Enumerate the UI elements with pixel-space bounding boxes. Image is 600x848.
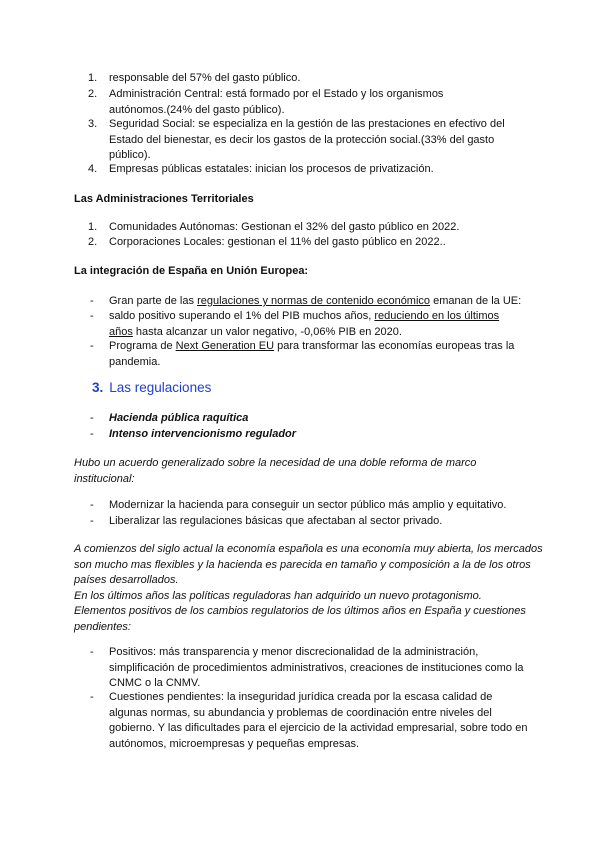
- section-heading: Las Administraciones Territoriales: [74, 193, 254, 205]
- list-item: saldo positivo superando el 1% del PIB muchos años, reduciendo en los últimos años hasta alcanzar un valor negativo, -0,06% PIB en 2020.: [109, 310, 500, 338]
- section-title: 3. Las regulaciones: [92, 380, 212, 395]
- underlined-link[interactable]: Next Generation EU: [175, 340, 275, 352]
- list-number: 2.: [88, 88, 98, 100]
- list-item: Cuestiones pendientes: la inseguridad jurídica creada por la escasa calidad de algunas normas, su abundancia y problemas de coordinación entre niveles del gobierno. Y las dificultades para el ejercicio de la actividad empresarial, sobre todo en autónomos, microempresas y pequeñas empresas.: [109, 691, 528, 750]
- list-item: Administración Central: está formado por el Estado y los organismos autónomos.(24% del gasto público).: [109, 88, 444, 116]
- list-item: Hacienda pública raquítica: [109, 412, 249, 424]
- paragraph: A comienzos del siglo actual la economía española es una economía muy abierta, los mercados son mucho mas flexibles y la hacienda es parecida en tamaño y composición a la de los otros países desarrollados. En los últimos años las políticas reguladoras han adquirido un nuevo protagonismo. Elementos positivos de los cambios regulatorios de los últimos años en España y cuestiones pendientes:: [74, 543, 543, 633]
- bullet-dash: -: [90, 691, 94, 703]
- list-item: Empresas públicas estatales: inician los procesos de privatización.: [109, 163, 434, 175]
- paragraph: Hubo un acuerdo generalizado sobre la necesidad de una doble reforma de marco institucional:: [74, 457, 477, 485]
- list-item: Comunidades Autónomas: Gestionan el 32% del gasto público en 2022.: [109, 221, 460, 233]
- bullet-dash: -: [90, 412, 94, 424]
- list-item: Corporaciones Locales: gestionan el 11% del gasto público en 2022..: [109, 236, 446, 248]
- bullet-dash: -: [90, 310, 94, 322]
- list-item: Gran parte de las regulaciones y normas de contenido económico emanan de la UE:: [109, 295, 522, 307]
- underlined-link[interactable]: regulaciones y normas de contenido económico: [197, 295, 431, 307]
- list-item: Liberalizar las regulaciones básicas que afectaban al sector privado.: [109, 515, 443, 527]
- list-item: Seguridad Social: se especializa en la gestión de las prestaciones en efectivo del Estado del bienestar, es decir los gastos de la protección social.(33% del gasto público).: [109, 118, 505, 161]
- bullet-dash: -: [90, 515, 94, 527]
- list-item: Modernizar la hacienda para conseguir un sector público más amplio y equitativo.: [109, 499, 507, 511]
- list-number: 1.: [88, 72, 98, 84]
- bullet-dash: -: [90, 499, 94, 511]
- underlined-link[interactable]: reduciendo en los últimos años: [109, 310, 500, 338]
- bullet-dash: -: [90, 646, 94, 658]
- bullet-dash: -: [90, 340, 94, 352]
- list-item: Positivos: más transparencia y menor discrecionalidad de la administración, simplificación de procedimientos administrativos, creaciones de instituciones como la CNMC o la CNMV.: [109, 646, 524, 689]
- list-number: 4.: [88, 163, 98, 175]
- list-item: Programa de Next Generation EU para transformar las economías europeas tras la pandemia.: [109, 340, 515, 368]
- list-number: 1.: [88, 221, 98, 233]
- list-item: Intenso intervencionismo regulador: [109, 428, 297, 440]
- section-heading: La integración de España en Unión Europea:: [74, 265, 309, 277]
- bullet-dash: -: [90, 428, 94, 440]
- list-number: 2.: [88, 236, 98, 248]
- bullet-dash: -: [90, 295, 94, 307]
- list-item: responsable del 57% del gasto público.: [109, 72, 301, 84]
- list-number: 3.: [88, 118, 98, 130]
